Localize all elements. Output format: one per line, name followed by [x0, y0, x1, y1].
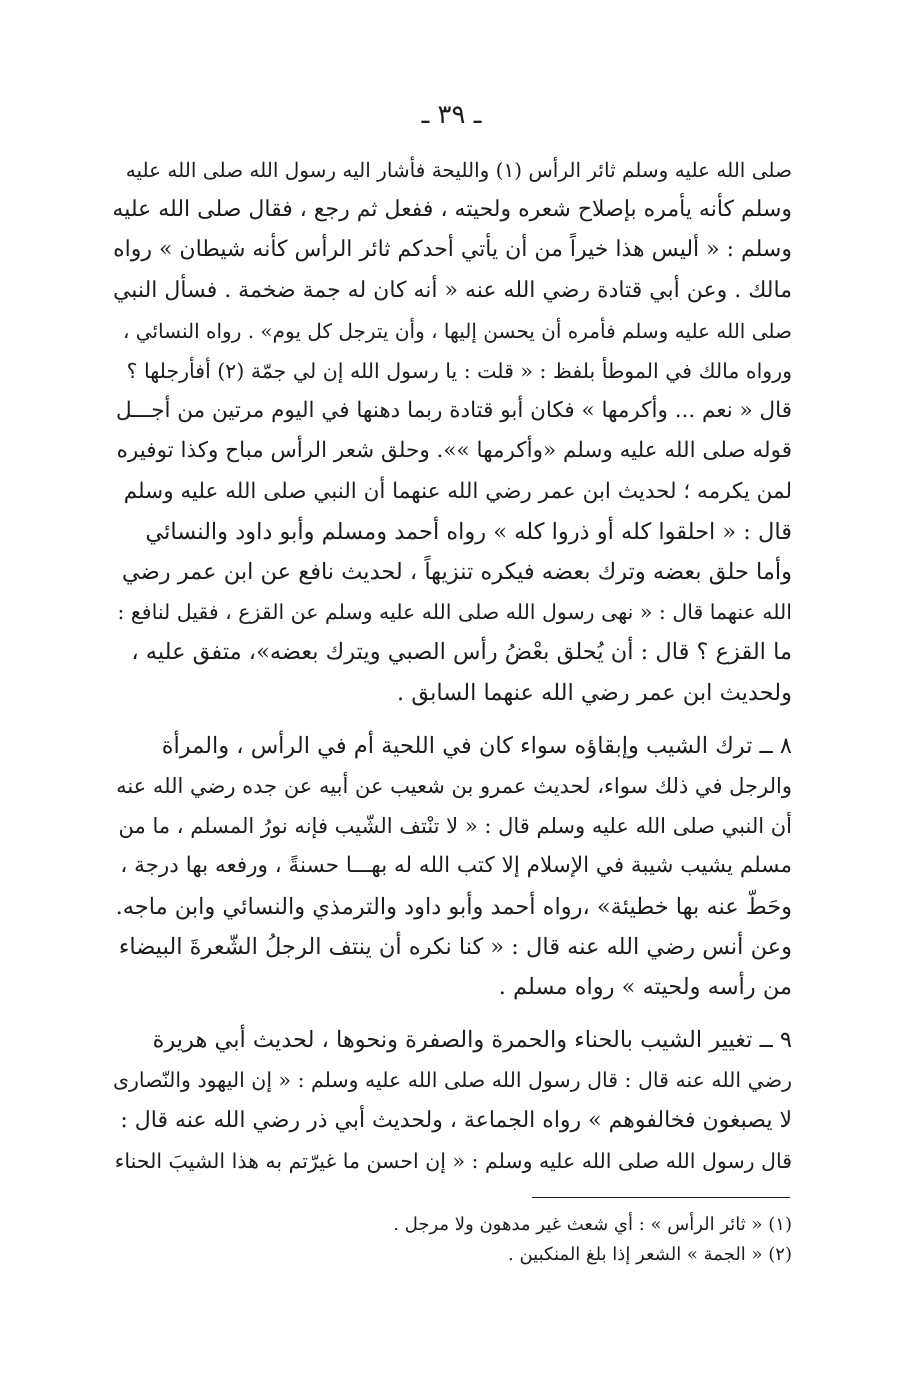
- text-line: وحَطّ عنه بها خطيئة» ،رواه أحمد وأبو داود والترمذي والنسائي وابن ماجه.: [115, 893, 792, 920]
- footnote-divider: [532, 1197, 790, 1198]
- text-line: لمن يكرمه ؛ لحديث ابن عمر رضي الله عنهما أن النبي صلى الله عليه وسلم: [123, 478, 792, 504]
- text-line: قال رسول الله صلى الله عليه وسلم : « إن احسن ما غيرّتم به هذا الشيبَ الحناء: [114, 1148, 792, 1173]
- text-line: والرجل في ذلك سواء، لحديث عمرو بن شعيب عن أبيه عن جده رضي الله عنه: [116, 774, 792, 799]
- text-line: مالك . وعن أبي قتادة رضي الله عنه « أنه كان له جمة ضخمة . فسأل النبي: [112, 277, 792, 303]
- text-line: أن النبي صلى الله عليه وسلم قال : « لا تنْتف الشّيب فإنه نورُ المسلم ، ما من: [118, 814, 792, 839]
- text-line: ٨ ــ ترك الشيب وإبقاؤه سواء كان في اللحية أم في الرأس ، والمرأة: [161, 732, 792, 759]
- text-line: ٩ ــ تغيير الشيب بالحناء والحمرة والصفرة ونحوها ، لحديث أبي هريرة: [152, 1027, 792, 1054]
- paragraph-hair-care: [112, 150, 792, 713]
- paragraph-section-9: [112, 1020, 792, 1181]
- text-line: ما القزع ؟ قال : أن يُحلق بعْضُ رأس الصبي ويترك بعضه»، متفق عليه ،: [131, 639, 792, 666]
- body-text: [112, 150, 792, 1181]
- text-line: ورواه مالك في الموطأ بلفظ : « قلت : يا رسول الله إن لي جمّة (٢) أفأرجلها ؟: [126, 359, 792, 384]
- text-line: صلى الله عليه وسلم فأمره أن يحسن إليها ، وأن يترجل كل يوم» . رواه النسائي ،: [122, 318, 792, 343]
- text-line: مسلم يشيب شيبة في الإسلام إلا كتب الله له بهـــا حسنةً ، ورفعه بها درجة ،: [120, 853, 792, 879]
- text-line: من رأسه ولحيته » رواه مسلم .: [498, 974, 792, 1001]
- page-number: ـ ٣٩ ـ: [421, 100, 482, 130]
- text-line: لا يصبغون فخالفوهم » رواه الجماعة ، ولحديث أبي ذر رضي الله عنه قال :: [120, 1107, 792, 1133]
- text-line: قال « نعم ... وأكرمها » فكان أبو قتادة ربما دهنها في اليوم مرتين من أجـــل: [116, 398, 792, 424]
- text-line: وسلم كأنه يأمره بإصلاح شعره ولحيته ، ففعل ثم رجع ، فقال صلى الله عليه: [112, 197, 792, 223]
- footnotes: [112, 1210, 792, 1270]
- text-line: ولحديث ابن عمر رضي الله عنهما السابق .: [397, 679, 792, 706]
- text-line: وعن أنس رضي الله عنه قال : « كنا نكره أن ينتف الرجلُ الشّعرةَ البيضاء: [118, 933, 792, 960]
- text-line: وأما حلق بعضه وترك بعضه فيكره تنزيهاً ، لحديث نافع عن ابن عمر رضي: [121, 559, 792, 586]
- text-line: قال : « احلقوا كله أو ذروا كله » رواه أحمد ومسلم وأبو داود والنسائي: [145, 518, 792, 545]
- footnote-2: (٢) « الجمة » الشعر إذا بلغ المنكبين .: [508, 1244, 792, 1265]
- text-line: رضي الله عنه قال : قال رسول الله صلى الله عليه وسلم : « إن اليهود والنّصارى: [112, 1068, 792, 1093]
- paragraph-section-8: [112, 726, 792, 1007]
- footnote-1: (١) « ثائر الرأس » : أي شعث غير مدهون ولا مرجل .: [393, 1214, 792, 1235]
- text-line: قوله صلى الله عليه وسلم «وأكرمها »». وحلق شعر الرأس مباح وكذا توفيره: [116, 438, 792, 464]
- text-line: صلى الله عليه وسلم ثائر الرأس (١) والليحة فأشار اليه رسول الله صلى الله عليه: [125, 158, 792, 182]
- text-line: الله عنهما قال : « نهى رسول الله صلى الله عليه وسلم عن القزع ، فقيل لنافع :: [117, 600, 792, 625]
- text-line: وسلم : « أليس هذا خيراً من أن يأتي أحدكم ثائر الرأس كأنه شيطان » رواه: [113, 237, 792, 263]
